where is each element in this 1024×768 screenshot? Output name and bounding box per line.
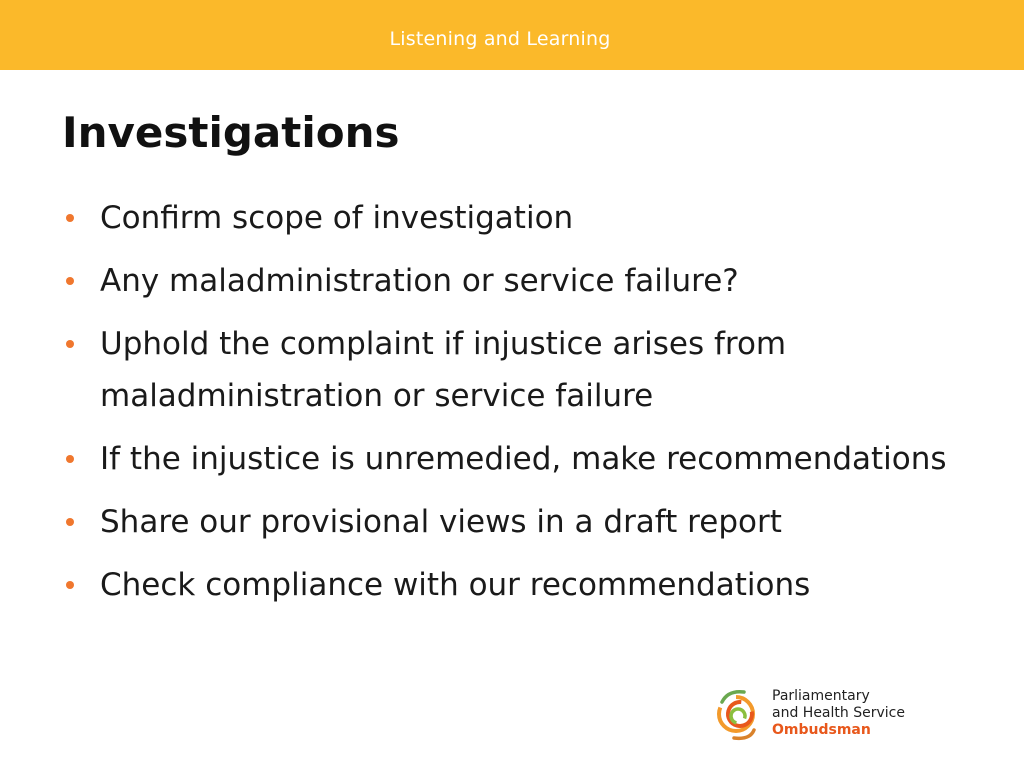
logo-line-3: Ombudsman bbox=[772, 722, 871, 738]
bullet-text: Any maladministration or service failure? bbox=[100, 263, 739, 299]
slide-title: Investigations bbox=[62, 108, 400, 157]
bullet-item bbox=[62, 192, 962, 244]
bullet-item bbox=[62, 559, 962, 611]
ombudsman-swirl-icon bbox=[714, 686, 770, 742]
logo-wordmark bbox=[772, 688, 905, 739]
logo-line-1: Parliamentary bbox=[772, 688, 870, 704]
bullet-dot-icon bbox=[66, 518, 74, 526]
bullet-text: Uphold the complaint if injustice arises from maladministration or service failure bbox=[100, 326, 787, 414]
bullet-text: Confirm scope of investigation bbox=[100, 200, 574, 236]
bullet-item bbox=[62, 318, 962, 422]
bullet-text: Share our provisional views in a draft report bbox=[100, 504, 782, 540]
bullet-dot-icon bbox=[66, 455, 74, 463]
header-title: Listening and Learning bbox=[389, 28, 611, 50]
bullet-dot-icon bbox=[66, 340, 74, 348]
bullet-item bbox=[62, 255, 962, 307]
bullet-dot-icon bbox=[66, 581, 74, 589]
bullet-dot-icon bbox=[66, 277, 74, 285]
logo-line-2: and Health Service bbox=[772, 705, 905, 721]
bullet-item bbox=[62, 496, 962, 548]
bullet-item bbox=[62, 433, 962, 485]
bullet-dot-icon bbox=[66, 214, 74, 222]
bullet-list bbox=[62, 192, 962, 622]
bullet-text: Check compliance with our recommendations bbox=[100, 567, 811, 603]
bullet-text: If the injustice is unremedied, make recommendations bbox=[100, 441, 947, 477]
organisation-logo bbox=[714, 686, 914, 746]
header-band bbox=[0, 0, 1024, 70]
